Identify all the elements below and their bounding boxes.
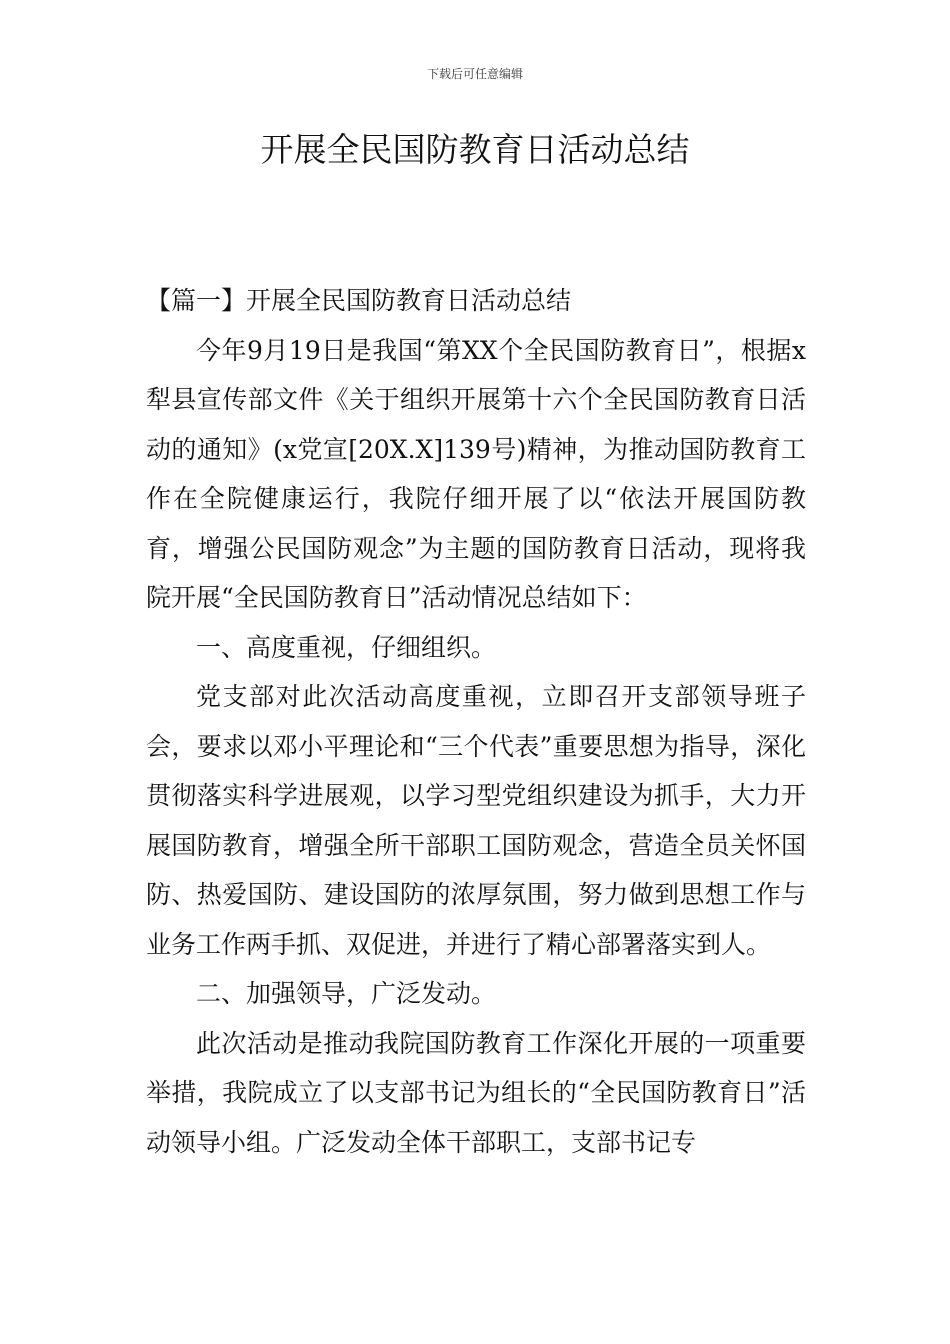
document-title: 开展全民国防教育日活动总结: [260, 130, 690, 169]
subheading-1: 一、高度重视，仔细组织。: [196, 632, 497, 662]
section-heading: 【篇一】开展全民国防教育日活动总结: [146, 286, 572, 315]
subheading-2: 二、加强领导，广泛发动。: [196, 979, 497, 1008]
paragraph-2: 此次活动是推动我院国防教育工作深化开展的一项重要举措，我院成立了以支部书记为组长的“全民国防教育日”活动领导小组。广泛发动全体干部职工，支部书记专: [146, 1028, 806, 1157]
header-note: 下载后可任意编辑: [426, 67, 523, 81]
paragraph-1: 党支部对此次活动高度重视，立即召开支部领导班子会，要求以邓小平理论和“三个代表”重要思想为指导，深化贯彻落实科学进展观，以学习型党组织建设为抓手，大力开展国防教育，增强全所干部职工国防观念，营造全员关怀国防、热爱国防、建设国防的浓厚氛围，努力做到思想工作与业务工作两手抓、双促进，并进行了精心部署落实到人。: [146, 682, 806, 959]
document-body: [146, 276, 806, 1167]
paragraph-intro: 今年9月19日是我国“第XX个全民国防教育日”，根据x犁县宣传部文件《关于组织开展第十六个全民国防教育日活动的通知》(x党宣[20X.X]139号)精神，为推动国防教育工作在全院健康运行，我院仔细开展了以“依法开展国防教育，增强公民国防观念”为主题的国防教育日活动，现将我院开展“全民国防教育日”活动情况总结如下：: [146, 335, 806, 612]
